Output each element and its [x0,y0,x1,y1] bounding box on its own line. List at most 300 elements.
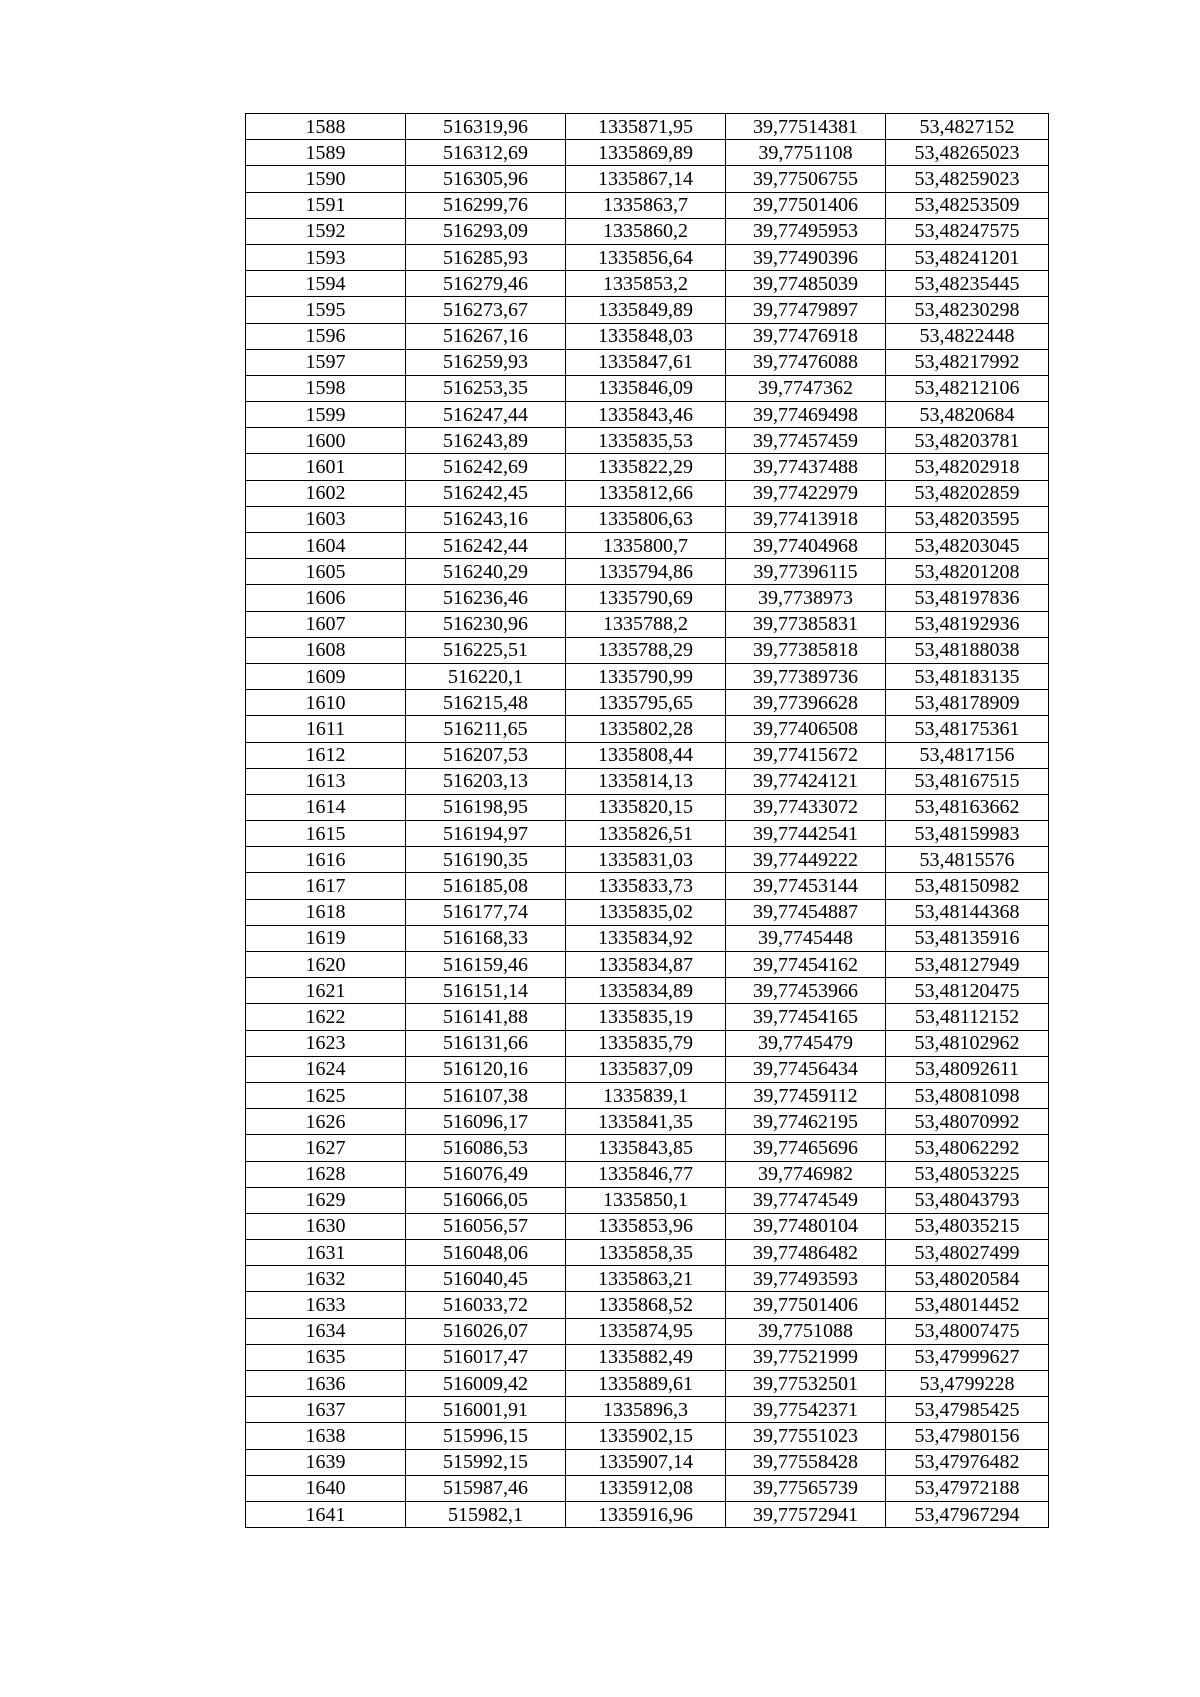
x-coordinate-cell: 516240,29 [406,559,566,585]
y-coordinate-cell: 1335867,14 [566,166,726,192]
table-row [246,663,1049,689]
table-row [246,559,1049,585]
x-coordinate-cell: 516247,44 [406,402,566,428]
latitude-cell: 39,77385818 [726,637,886,663]
x-coordinate-cell: 516198,95 [406,794,566,820]
table-row [246,611,1049,637]
longitude-cell: 53,48253509 [886,192,1049,218]
x-coordinate-cell: 516242,45 [406,480,566,506]
y-coordinate-cell: 1335848,03 [566,323,726,349]
latitude-cell: 39,77385831 [726,611,886,637]
y-coordinate-cell: 1335835,19 [566,1004,726,1030]
latitude-cell: 39,77433072 [726,794,886,820]
table-row [246,1030,1049,1056]
latitude-cell: 39,77465696 [726,1135,886,1161]
latitude-cell: 39,7738973 [726,585,886,611]
longitude-cell: 53,4815576 [886,847,1049,873]
y-coordinate-cell: 1335841,35 [566,1109,726,1135]
x-coordinate-cell: 516312,69 [406,140,566,166]
point-number-cell: 1613 [246,768,406,794]
y-coordinate-cell: 1335846,77 [566,1161,726,1187]
x-coordinate-cell: 516107,38 [406,1082,566,1108]
longitude-cell: 53,48120475 [886,978,1049,1004]
longitude-cell: 53,48150982 [886,873,1049,899]
x-coordinate-cell: 516009,42 [406,1371,566,1397]
longitude-cell: 53,48043793 [886,1187,1049,1213]
x-coordinate-cell: 516168,33 [406,925,566,951]
latitude-cell: 39,77453144 [726,873,886,899]
longitude-cell: 53,48070992 [886,1109,1049,1135]
table-row [246,1449,1049,1475]
x-coordinate-cell: 516273,67 [406,297,566,323]
latitude-cell: 39,7745448 [726,925,886,951]
table-row [246,637,1049,663]
longitude-cell: 53,48217992 [886,349,1049,375]
table-row [246,402,1049,428]
table-row [246,533,1049,559]
latitude-cell: 39,77449222 [726,847,886,873]
point-number-cell: 1618 [246,899,406,925]
table-row [246,218,1049,244]
longitude-cell: 53,48092611 [886,1056,1049,1082]
coordinates-table-body [246,114,1049,1528]
point-number-cell: 1636 [246,1371,406,1397]
x-coordinate-cell: 516033,72 [406,1292,566,1318]
point-number-cell: 1612 [246,742,406,768]
latitude-cell: 39,77506755 [726,166,886,192]
longitude-cell: 53,4822448 [886,323,1049,349]
table-row [246,1240,1049,1266]
point-number-cell: 1616 [246,847,406,873]
x-coordinate-cell: 516319,96 [406,114,566,140]
point-number-cell: 1605 [246,559,406,585]
point-number-cell: 1601 [246,454,406,480]
point-number-cell: 1588 [246,114,406,140]
longitude-cell: 53,48212106 [886,375,1049,401]
longitude-cell: 53,48127949 [886,952,1049,978]
point-number-cell: 1599 [246,402,406,428]
y-coordinate-cell: 1335860,2 [566,218,726,244]
y-coordinate-cell: 1335835,02 [566,899,726,925]
y-coordinate-cell: 1335837,09 [566,1056,726,1082]
longitude-cell: 53,48035215 [886,1213,1049,1239]
x-coordinate-cell: 516285,93 [406,244,566,270]
longitude-cell: 53,48112152 [886,1004,1049,1030]
x-coordinate-cell: 516236,46 [406,585,566,611]
y-coordinate-cell: 1335863,7 [566,192,726,218]
latitude-cell: 39,77442541 [726,821,886,847]
x-coordinate-cell: 516267,16 [406,323,566,349]
y-coordinate-cell: 1335812,66 [566,480,726,506]
point-number-cell: 1591 [246,192,406,218]
y-coordinate-cell: 1335834,92 [566,925,726,951]
longitude-cell: 53,48188038 [886,637,1049,663]
table-row [246,1397,1049,1423]
y-coordinate-cell: 1335863,21 [566,1266,726,1292]
table-row [246,1187,1049,1213]
point-number-cell: 1634 [246,1318,406,1344]
longitude-cell: 53,48027499 [886,1240,1049,1266]
y-coordinate-cell: 1335916,96 [566,1501,726,1527]
latitude-cell: 39,77454165 [726,1004,886,1030]
y-coordinate-cell: 1335822,29 [566,454,726,480]
x-coordinate-cell: 516026,07 [406,1318,566,1344]
point-number-cell: 1596 [246,323,406,349]
y-coordinate-cell: 1335874,95 [566,1318,726,1344]
table-row [246,1371,1049,1397]
latitude-cell: 39,77551023 [726,1423,886,1449]
latitude-cell: 39,77424121 [726,768,886,794]
latitude-cell: 39,77486482 [726,1240,886,1266]
point-number-cell: 1625 [246,1082,406,1108]
y-coordinate-cell: 1335826,51 [566,821,726,847]
y-coordinate-cell: 1335868,52 [566,1292,726,1318]
table-row [246,1082,1049,1108]
x-coordinate-cell: 515982,1 [406,1501,566,1527]
latitude-cell: 39,77572941 [726,1501,886,1527]
latitude-cell: 39,77415672 [726,742,886,768]
latitude-cell: 39,77485039 [726,271,886,297]
x-coordinate-cell: 516242,44 [406,533,566,559]
longitude-cell: 53,47976482 [886,1449,1049,1475]
point-number-cell: 1614 [246,794,406,820]
table-row [246,1266,1049,1292]
longitude-cell: 53,48203781 [886,428,1049,454]
point-number-cell: 1639 [246,1449,406,1475]
latitude-cell: 39,7746982 [726,1161,886,1187]
table-row [246,873,1049,899]
y-coordinate-cell: 1335850,1 [566,1187,726,1213]
longitude-cell: 53,47980156 [886,1423,1049,1449]
latitude-cell: 39,77404968 [726,533,886,559]
x-coordinate-cell: 516001,91 [406,1397,566,1423]
point-number-cell: 1633 [246,1292,406,1318]
latitude-cell: 39,7747362 [726,375,886,401]
point-number-cell: 1638 [246,1423,406,1449]
table-row [246,768,1049,794]
point-number-cell: 1590 [246,166,406,192]
point-number-cell: 1641 [246,1501,406,1527]
x-coordinate-cell: 515996,15 [406,1423,566,1449]
longitude-cell: 53,48167515 [886,768,1049,794]
longitude-cell: 53,48175361 [886,716,1049,742]
latitude-cell: 39,77480104 [726,1213,886,1239]
latitude-cell: 39,77413918 [726,506,886,532]
table-row [246,716,1049,742]
y-coordinate-cell: 1335806,63 [566,506,726,532]
y-coordinate-cell: 1335846,09 [566,375,726,401]
table-row [246,192,1049,218]
point-number-cell: 1624 [246,1056,406,1082]
latitude-cell: 39,77501406 [726,1292,886,1318]
table-row [246,899,1049,925]
latitude-cell: 39,77565739 [726,1475,886,1501]
longitude-cell: 53,48241201 [886,244,1049,270]
latitude-cell: 39,77558428 [726,1449,886,1475]
latitude-cell: 39,77462195 [726,1109,886,1135]
y-coordinate-cell: 1335788,2 [566,611,726,637]
longitude-cell: 53,48203595 [886,506,1049,532]
x-coordinate-cell: 516141,88 [406,1004,566,1030]
x-coordinate-cell: 516190,35 [406,847,566,873]
latitude-cell: 39,77454162 [726,952,886,978]
table-row [246,271,1049,297]
longitude-cell: 53,48144368 [886,899,1049,925]
y-coordinate-cell: 1335843,85 [566,1135,726,1161]
longitude-cell: 53,48102962 [886,1030,1049,1056]
longitude-cell: 53,48197836 [886,585,1049,611]
latitude-cell: 39,77521999 [726,1344,886,1370]
longitude-cell: 53,48081098 [886,1082,1049,1108]
y-coordinate-cell: 1335795,65 [566,690,726,716]
table-row [246,821,1049,847]
y-coordinate-cell: 1335858,35 [566,1240,726,1266]
longitude-cell: 53,48178909 [886,690,1049,716]
table-row [246,375,1049,401]
x-coordinate-cell: 516177,74 [406,899,566,925]
longitude-cell: 53,48135916 [886,925,1049,951]
y-coordinate-cell: 1335834,87 [566,952,726,978]
table-row [246,1423,1049,1449]
point-number-cell: 1615 [246,821,406,847]
y-coordinate-cell: 1335843,46 [566,402,726,428]
longitude-cell: 53,4817156 [886,742,1049,768]
point-number-cell: 1593 [246,244,406,270]
y-coordinate-cell: 1335869,89 [566,140,726,166]
x-coordinate-cell: 516211,65 [406,716,566,742]
point-number-cell: 1606 [246,585,406,611]
table-row [246,978,1049,1004]
latitude-cell: 39,77396628 [726,690,886,716]
latitude-cell: 39,77474549 [726,1187,886,1213]
table-row [246,690,1049,716]
latitude-cell: 39,7751088 [726,1318,886,1344]
longitude-cell: 53,4827152 [886,114,1049,140]
point-number-cell: 1602 [246,480,406,506]
x-coordinate-cell: 516040,45 [406,1266,566,1292]
point-number-cell: 1609 [246,663,406,689]
table-row [246,506,1049,532]
x-coordinate-cell: 515987,46 [406,1475,566,1501]
x-coordinate-cell: 516299,76 [406,192,566,218]
table-row [246,585,1049,611]
latitude-cell: 39,77501406 [726,192,886,218]
longitude-cell: 53,48053225 [886,1161,1049,1187]
latitude-cell: 39,77389736 [726,663,886,689]
x-coordinate-cell: 516151,14 [406,978,566,1004]
latitude-cell: 39,77457459 [726,428,886,454]
point-number-cell: 1631 [246,1240,406,1266]
x-coordinate-cell: 516076,49 [406,1161,566,1187]
y-coordinate-cell: 1335839,1 [566,1082,726,1108]
longitude-cell: 53,48183135 [886,663,1049,689]
latitude-cell: 39,77469498 [726,402,886,428]
latitude-cell: 39,77453966 [726,978,886,1004]
point-number-cell: 1603 [246,506,406,532]
latitude-cell: 39,77456434 [726,1056,886,1082]
x-coordinate-cell: 516203,13 [406,768,566,794]
longitude-cell: 53,47985425 [886,1397,1049,1423]
y-coordinate-cell: 1335820,15 [566,794,726,820]
point-number-cell: 1637 [246,1397,406,1423]
point-number-cell: 1600 [246,428,406,454]
x-coordinate-cell: 516096,17 [406,1109,566,1135]
y-coordinate-cell: 1335835,53 [566,428,726,454]
table-row [246,114,1049,140]
longitude-cell: 53,48020584 [886,1266,1049,1292]
point-number-cell: 1627 [246,1135,406,1161]
y-coordinate-cell: 1335849,89 [566,297,726,323]
y-coordinate-cell: 1335907,14 [566,1449,726,1475]
table-row [246,428,1049,454]
longitude-cell: 53,48265023 [886,140,1049,166]
y-coordinate-cell: 1335833,73 [566,873,726,899]
point-number-cell: 1623 [246,1030,406,1056]
x-coordinate-cell: 516048,06 [406,1240,566,1266]
y-coordinate-cell: 1335889,61 [566,1371,726,1397]
y-coordinate-cell: 1335788,29 [566,637,726,663]
latitude-cell: 39,77437488 [726,454,886,480]
latitude-cell: 39,7745479 [726,1030,886,1056]
table-row [246,297,1049,323]
longitude-cell: 53,47967294 [886,1501,1049,1527]
table-row [246,1056,1049,1082]
latitude-cell: 39,77459112 [726,1082,886,1108]
y-coordinate-cell: 1335802,28 [566,716,726,742]
x-coordinate-cell: 516305,96 [406,166,566,192]
latitude-cell: 39,77479897 [726,297,886,323]
x-coordinate-cell: 516215,48 [406,690,566,716]
y-coordinate-cell: 1335800,7 [566,533,726,559]
longitude-cell: 53,48203045 [886,533,1049,559]
latitude-cell: 39,77490396 [726,244,886,270]
table-row [246,1292,1049,1318]
longitude-cell: 53,47999627 [886,1344,1049,1370]
latitude-cell: 39,77532501 [726,1371,886,1397]
latitude-cell: 39,77406508 [726,716,886,742]
point-number-cell: 1621 [246,978,406,1004]
longitude-cell: 53,48014452 [886,1292,1049,1318]
point-number-cell: 1630 [246,1213,406,1239]
x-coordinate-cell: 515992,15 [406,1449,566,1475]
point-number-cell: 1607 [246,611,406,637]
x-coordinate-cell: 516243,89 [406,428,566,454]
point-number-cell: 1640 [246,1475,406,1501]
y-coordinate-cell: 1335831,03 [566,847,726,873]
longitude-cell: 53,48202918 [886,454,1049,480]
coordinates-table [245,113,1049,1528]
longitude-cell: 53,48230298 [886,297,1049,323]
longitude-cell: 53,48201208 [886,559,1049,585]
x-coordinate-cell: 516243,16 [406,506,566,532]
x-coordinate-cell: 516259,93 [406,349,566,375]
table-row [246,1318,1049,1344]
latitude-cell: 39,7751108 [726,140,886,166]
latitude-cell: 39,77396115 [726,559,886,585]
x-coordinate-cell: 516220,1 [406,663,566,689]
table-row [246,140,1049,166]
x-coordinate-cell: 516242,69 [406,454,566,480]
latitude-cell: 39,77422979 [726,480,886,506]
y-coordinate-cell: 1335790,99 [566,663,726,689]
latitude-cell: 39,77493593 [726,1266,886,1292]
longitude-cell: 53,48163662 [886,794,1049,820]
y-coordinate-cell: 1335856,64 [566,244,726,270]
point-number-cell: 1592 [246,218,406,244]
table-row [246,1213,1049,1239]
latitude-cell: 39,77476918 [726,323,886,349]
point-number-cell: 1619 [246,925,406,951]
latitude-cell: 39,77514381 [726,114,886,140]
x-coordinate-cell: 516066,05 [406,1187,566,1213]
table-row [246,323,1049,349]
longitude-cell: 53,48202859 [886,480,1049,506]
table-row [246,1161,1049,1187]
point-number-cell: 1594 [246,271,406,297]
y-coordinate-cell: 1335794,86 [566,559,726,585]
y-coordinate-cell: 1335835,79 [566,1030,726,1056]
y-coordinate-cell: 1335871,95 [566,114,726,140]
y-coordinate-cell: 1335790,69 [566,585,726,611]
y-coordinate-cell: 1335896,3 [566,1397,726,1423]
table-row [246,480,1049,506]
point-number-cell: 1628 [246,1161,406,1187]
table-row [246,349,1049,375]
point-number-cell: 1620 [246,952,406,978]
table-row [246,166,1049,192]
table-row [246,794,1049,820]
x-coordinate-cell: 516185,08 [406,873,566,899]
point-number-cell: 1635 [246,1344,406,1370]
longitude-cell: 53,48192936 [886,611,1049,637]
y-coordinate-cell: 1335853,2 [566,271,726,297]
longitude-cell: 53,47972188 [886,1475,1049,1501]
point-number-cell: 1597 [246,349,406,375]
y-coordinate-cell: 1335847,61 [566,349,726,375]
longitude-cell: 53,48235445 [886,271,1049,297]
table-row [246,1004,1049,1030]
y-coordinate-cell: 1335808,44 [566,742,726,768]
x-coordinate-cell: 516086,53 [406,1135,566,1161]
x-coordinate-cell: 516159,46 [406,952,566,978]
latitude-cell: 39,77542371 [726,1397,886,1423]
y-coordinate-cell: 1335834,89 [566,978,726,1004]
y-coordinate-cell: 1335902,15 [566,1423,726,1449]
x-coordinate-cell: 516293,09 [406,218,566,244]
x-coordinate-cell: 516194,97 [406,821,566,847]
y-coordinate-cell: 1335853,96 [566,1213,726,1239]
x-coordinate-cell: 516131,66 [406,1030,566,1056]
point-number-cell: 1632 [246,1266,406,1292]
point-number-cell: 1608 [246,637,406,663]
point-number-cell: 1595 [246,297,406,323]
table-row [246,244,1049,270]
x-coordinate-cell: 516253,35 [406,375,566,401]
y-coordinate-cell: 1335882,49 [566,1344,726,1370]
longitude-cell: 53,4820684 [886,402,1049,428]
x-coordinate-cell: 516120,16 [406,1056,566,1082]
point-number-cell: 1622 [246,1004,406,1030]
x-coordinate-cell: 516017,47 [406,1344,566,1370]
table-row [246,1475,1049,1501]
latitude-cell: 39,77454887 [726,899,886,925]
point-number-cell: 1611 [246,716,406,742]
y-coordinate-cell: 1335814,13 [566,768,726,794]
table-row [246,1109,1049,1135]
table-row [246,847,1049,873]
latitude-cell: 39,77476088 [726,349,886,375]
x-coordinate-cell: 516230,96 [406,611,566,637]
